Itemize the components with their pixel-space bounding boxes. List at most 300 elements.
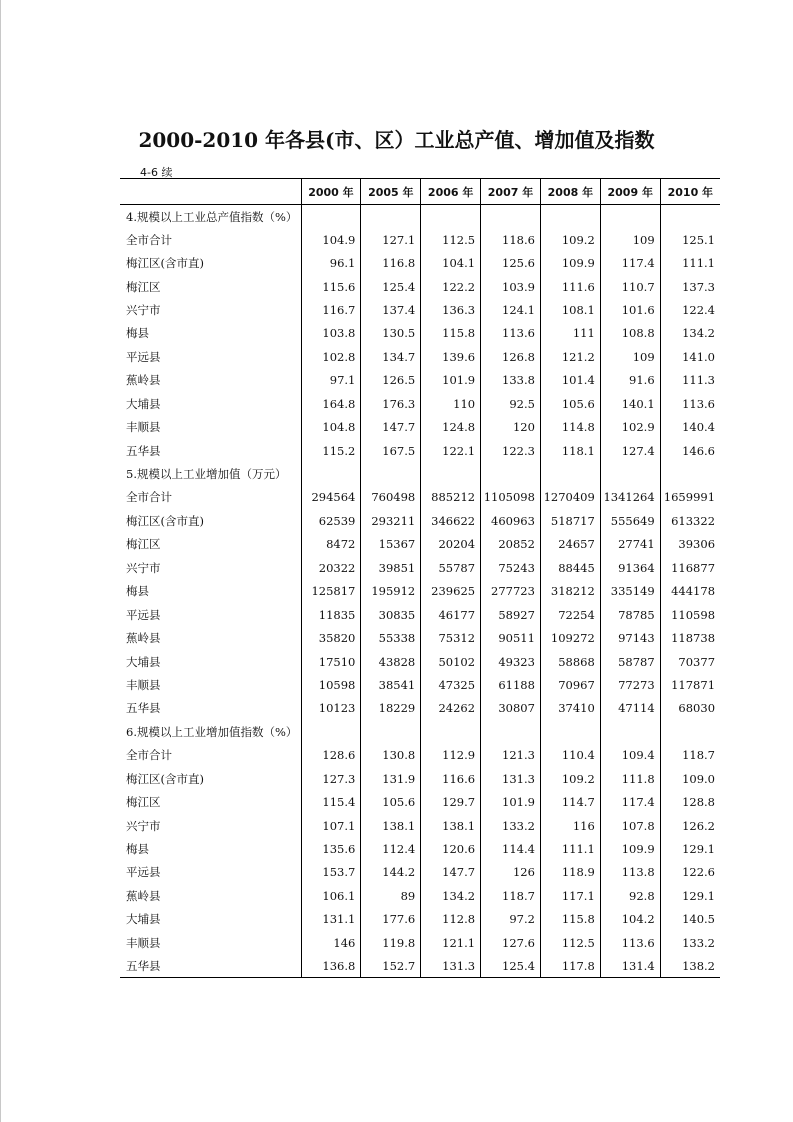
value-cell: 107.8 <box>600 814 660 837</box>
empty-cell <box>600 720 660 743</box>
value-cell: 112.5 <box>540 931 600 954</box>
value-cell: 134.2 <box>421 884 481 907</box>
value-cell: 102.9 <box>600 415 660 438</box>
value-cell: 110.4 <box>540 744 600 767</box>
value-cell: 104.9 <box>301 228 361 251</box>
value-cell: 90511 <box>481 626 541 649</box>
value-cell: 120 <box>481 415 541 438</box>
value-cell: 131.3 <box>481 767 541 790</box>
value-cell: 58868 <box>540 650 600 673</box>
empty-cell <box>540 205 600 228</box>
value-cell: 120.6 <box>421 837 481 860</box>
value-cell: 116877 <box>660 556 720 579</box>
value-cell: 30807 <box>481 697 541 720</box>
value-cell: 115.2 <box>301 439 361 462</box>
table-row <box>120 603 720 626</box>
value-cell: 147.7 <box>421 861 481 884</box>
header-year: 2007 年 <box>481 179 541 205</box>
row-label: 梅江区(含市直) <box>126 771 204 786</box>
value-cell: 136.3 <box>421 298 481 321</box>
value-cell: 293211 <box>361 509 421 532</box>
row-label: 丰顺县 <box>126 935 161 950</box>
row-label: 丰顺县 <box>126 420 161 435</box>
value-cell: 109.2 <box>540 228 600 251</box>
table-row <box>120 884 720 907</box>
value-cell: 125.4 <box>361 275 421 298</box>
value-cell: 113.6 <box>660 392 720 415</box>
row-label: 五华县 <box>126 701 161 716</box>
table-row <box>120 322 720 345</box>
value-cell: 104.2 <box>600 908 660 931</box>
value-cell: 20852 <box>481 533 541 556</box>
value-cell: 176.3 <box>361 392 421 415</box>
value-cell: 346622 <box>421 509 481 532</box>
table-row <box>120 415 720 438</box>
value-cell: 126.5 <box>361 369 421 392</box>
value-cell: 47114 <box>600 697 660 720</box>
row-label: 五华县 <box>120 955 301 978</box>
value-cell: 125.1 <box>660 228 720 251</box>
value-cell: 24657 <box>540 533 600 556</box>
table-row <box>120 392 720 415</box>
empty-cell <box>421 462 481 485</box>
section-heading-row <box>120 462 720 485</box>
value-cell: 70967 <box>540 673 600 696</box>
value-cell: 109272 <box>540 626 600 649</box>
value-cell: 133.8 <box>481 369 541 392</box>
value-cell: 17510 <box>301 650 361 673</box>
value-cell: 10123 <box>301 697 361 720</box>
value-cell: 117871 <box>660 673 720 696</box>
value-cell: 58927 <box>481 603 541 626</box>
value-cell: 92.5 <box>481 392 541 415</box>
value-cell: 18229 <box>361 697 421 720</box>
value-cell: 37410 <box>540 697 600 720</box>
value-cell: 134.7 <box>361 345 421 368</box>
value-cell: 107.1 <box>301 814 361 837</box>
value-cell: 46177 <box>421 603 481 626</box>
value-cell: 137.4 <box>361 298 421 321</box>
empty-cell <box>361 205 421 228</box>
table-row <box>120 556 720 579</box>
value-cell: 27741 <box>600 533 660 556</box>
section-heading: 6.规模以上工业增加值指数（%） <box>126 724 298 739</box>
value-cell: 131.4 <box>600 955 660 978</box>
row-label: 五华县 <box>126 443 161 458</box>
value-cell: 78785 <box>600 603 660 626</box>
table-row <box>120 228 720 251</box>
value-cell: 77273 <box>600 673 660 696</box>
value-cell: 518717 <box>540 509 600 532</box>
row-label: 平远县 <box>126 865 161 880</box>
row-label: 丰顺县 <box>126 677 161 692</box>
value-cell: 127.4 <box>600 439 660 462</box>
header-year: 2009 年 <box>600 179 660 205</box>
table-row <box>120 767 720 790</box>
table-row <box>120 861 720 884</box>
table-row <box>120 697 720 720</box>
value-cell: 62539 <box>301 509 361 532</box>
value-cell: 122.1 <box>421 439 481 462</box>
value-cell: 118.9 <box>540 861 600 884</box>
value-cell: 164.8 <box>301 392 361 415</box>
value-cell: 135.6 <box>301 837 361 860</box>
value-cell: 116.8 <box>361 251 421 274</box>
value-cell: 460963 <box>481 509 541 532</box>
table-number: 4-6 续 <box>140 166 173 179</box>
value-cell: 109.4 <box>600 744 660 767</box>
row-label: 全市合计 <box>126 232 172 247</box>
statistics-table <box>120 178 720 978</box>
table-row <box>120 275 720 298</box>
value-cell: 146 <box>301 931 361 954</box>
table-row <box>120 298 720 321</box>
empty-cell <box>540 720 600 743</box>
value-cell: 104.1 <box>421 251 481 274</box>
value-cell: 127.1 <box>361 228 421 251</box>
value-cell: 139.6 <box>421 345 481 368</box>
value-cell: 885212 <box>421 486 481 509</box>
page-edge <box>0 0 1 1122</box>
row-label: 大埔县 <box>126 396 161 411</box>
value-cell: 118.6 <box>481 228 541 251</box>
value-cell: 131.1 <box>301 908 361 931</box>
value-cell: 115.4 <box>301 790 361 813</box>
value-cell: 116 <box>540 814 600 837</box>
value-cell: 124.8 <box>421 415 481 438</box>
value-cell: 144.2 <box>361 861 421 884</box>
value-cell: 318212 <box>540 580 600 603</box>
table-row <box>120 814 720 837</box>
page-title: 2000-2010 年各县(市、区）工业总产值、增加值及指数 <box>138 128 655 152</box>
value-cell: 277723 <box>481 580 541 603</box>
value-cell: 117.8 <box>540 955 600 978</box>
value-cell: 1270409 <box>540 486 600 509</box>
value-cell: 38541 <box>361 673 421 696</box>
value-cell: 117.4 <box>600 251 660 274</box>
value-cell: 108.1 <box>540 298 600 321</box>
value-cell: 137.3 <box>660 275 720 298</box>
value-cell: 167.5 <box>361 439 421 462</box>
value-cell: 49323 <box>481 650 541 673</box>
value-cell: 75243 <box>481 556 541 579</box>
section-heading: 4.规模以上工业总产值指数（%） <box>126 210 298 225</box>
empty-cell <box>361 462 421 485</box>
value-cell: 140.1 <box>600 392 660 415</box>
row-label: 大埔县 <box>126 654 161 669</box>
value-cell: 294564 <box>301 486 361 509</box>
value-cell: 112.9 <box>421 744 481 767</box>
value-cell: 109.2 <box>540 767 600 790</box>
value-cell: 101.6 <box>600 298 660 321</box>
empty-cell <box>361 720 421 743</box>
value-cell: 103.8 <box>301 322 361 345</box>
value-cell: 55338 <box>361 626 421 649</box>
header-row <box>120 179 720 205</box>
value-cell: 109 <box>600 345 660 368</box>
value-cell: 153.7 <box>301 861 361 884</box>
section-heading: 5.规模以上工业增加值（万元） <box>126 467 287 482</box>
value-cell: 30835 <box>361 603 421 626</box>
value-cell: 11835 <box>301 603 361 626</box>
row-label: 梅江区 <box>126 795 161 810</box>
table-row <box>120 369 720 392</box>
value-cell: 20204 <box>421 533 481 556</box>
empty-cell <box>660 720 720 743</box>
table-row <box>120 931 720 954</box>
value-cell: 130.8 <box>361 744 421 767</box>
value-cell: 1341264 <box>600 486 660 509</box>
table-row <box>120 580 720 603</box>
row-label: 平远县 <box>126 607 161 622</box>
value-cell: 101.9 <box>421 369 481 392</box>
value-cell: 15367 <box>361 533 421 556</box>
value-cell: 61188 <box>481 673 541 696</box>
value-cell: 125817 <box>301 580 361 603</box>
value-cell: 97.1 <box>301 369 361 392</box>
empty-cell <box>481 720 541 743</box>
value-cell: 1105098 <box>481 486 541 509</box>
value-cell: 58787 <box>600 650 660 673</box>
row-label: 兴宁市 <box>126 560 161 575</box>
value-cell: 133.2 <box>660 931 720 954</box>
header-year: 2006 年 <box>421 179 481 205</box>
value-cell: 115.6 <box>301 275 361 298</box>
section-heading-row <box>120 720 720 743</box>
value-cell: 102.8 <box>301 345 361 368</box>
table-row <box>120 650 720 673</box>
value-cell: 134.2 <box>660 322 720 345</box>
value-cell: 152.7 <box>361 955 421 978</box>
value-cell: 115.8 <box>421 322 481 345</box>
value-cell: 335149 <box>600 580 660 603</box>
row-label: 兴宁市 <box>126 818 161 833</box>
value-cell: 116.7 <box>301 298 361 321</box>
empty-cell <box>421 205 481 228</box>
row-label: 梅江区(含市直) <box>126 513 204 528</box>
value-cell: 110598 <box>660 603 720 626</box>
value-cell: 127.6 <box>481 931 541 954</box>
value-cell: 75312 <box>421 626 481 649</box>
empty-cell <box>301 720 361 743</box>
value-cell: 113.6 <box>481 322 541 345</box>
value-cell: 128.8 <box>660 790 720 813</box>
value-cell: 8472 <box>301 533 361 556</box>
row-label: 平远县 <box>126 349 161 364</box>
header-year: 2010 年 <box>660 179 720 205</box>
value-cell: 109.9 <box>600 837 660 860</box>
value-cell: 35820 <box>301 626 361 649</box>
value-cell: 140.4 <box>660 415 720 438</box>
row-label: 大埔县 <box>126 912 161 927</box>
row-label: 梅县 <box>126 842 149 857</box>
value-cell: 121.2 <box>540 345 600 368</box>
value-cell: 122.2 <box>421 275 481 298</box>
value-cell: 131.9 <box>361 767 421 790</box>
value-cell: 55787 <box>421 556 481 579</box>
empty-cell <box>421 720 481 743</box>
empty-cell <box>481 462 541 485</box>
row-label: 梅江区 <box>126 537 161 552</box>
row-label: 全市合计 <box>126 490 172 505</box>
value-cell: 109.0 <box>660 767 720 790</box>
value-cell: 122.6 <box>660 861 720 884</box>
table-row <box>120 837 720 860</box>
table-row <box>120 790 720 813</box>
table-row <box>120 908 720 931</box>
value-cell: 104.8 <box>301 415 361 438</box>
value-cell: 147.7 <box>361 415 421 438</box>
value-cell: 129.7 <box>421 790 481 813</box>
table-row <box>120 626 720 649</box>
empty-cell <box>660 205 720 228</box>
value-cell: 177.6 <box>361 908 421 931</box>
value-cell: 110.7 <box>600 275 660 298</box>
value-cell: 127.3 <box>301 767 361 790</box>
value-cell: 444178 <box>660 580 720 603</box>
value-cell: 91.6 <box>600 369 660 392</box>
value-cell: 125.4 <box>481 955 541 978</box>
value-cell: 10598 <box>301 673 361 696</box>
value-cell: 117.1 <box>540 884 600 907</box>
value-cell: 114.7 <box>540 790 600 813</box>
row-label: 梅县 <box>126 584 149 599</box>
header-year: 2000 年 <box>301 179 361 205</box>
value-cell: 118738 <box>660 626 720 649</box>
value-cell: 146.6 <box>660 439 720 462</box>
value-cell: 70377 <box>660 650 720 673</box>
value-cell: 114.8 <box>540 415 600 438</box>
row-label: 全市合计 <box>126 748 172 763</box>
value-cell: 20322 <box>301 556 361 579</box>
row-label: 蕉岭县 <box>126 373 161 388</box>
table-row <box>120 345 720 368</box>
empty-cell <box>540 462 600 485</box>
value-cell: 112.4 <box>361 837 421 860</box>
value-cell: 103.9 <box>481 275 541 298</box>
value-cell: 113.8 <box>600 861 660 884</box>
table-row <box>120 509 720 532</box>
value-cell: 111.8 <box>600 767 660 790</box>
empty-cell <box>481 205 541 228</box>
table-row <box>120 744 720 767</box>
value-cell: 96.1 <box>301 251 361 274</box>
value-cell: 72254 <box>540 603 600 626</box>
value-cell: 760498 <box>361 486 421 509</box>
value-cell: 129.1 <box>660 837 720 860</box>
value-cell: 88445 <box>540 556 600 579</box>
empty-cell <box>600 205 660 228</box>
value-cell: 117.4 <box>600 790 660 813</box>
table-row <box>120 673 720 696</box>
header-year: 2008 年 <box>540 179 600 205</box>
value-cell: 39851 <box>361 556 421 579</box>
value-cell: 105.6 <box>361 790 421 813</box>
value-cell: 118.7 <box>660 744 720 767</box>
value-cell: 141.0 <box>660 345 720 368</box>
value-cell: 124.1 <box>481 298 541 321</box>
row-label: 梅江区(含市直) <box>126 256 204 271</box>
value-cell: 68030 <box>660 697 720 720</box>
value-cell: 128.6 <box>301 744 361 767</box>
value-cell: 101.4 <box>540 369 600 392</box>
value-cell: 121.3 <box>481 744 541 767</box>
value-cell: 122.4 <box>660 298 720 321</box>
value-cell: 136.8 <box>301 955 361 978</box>
value-cell: 111 <box>540 322 600 345</box>
value-cell: 111.1 <box>660 251 720 274</box>
value-cell: 111.6 <box>540 275 600 298</box>
value-cell: 131.3 <box>421 955 481 978</box>
table-row <box>120 955 720 978</box>
value-cell: 239625 <box>421 580 481 603</box>
value-cell: 24262 <box>421 697 481 720</box>
header-blank <box>120 179 301 205</box>
value-cell: 108.8 <box>600 322 660 345</box>
value-cell: 118.7 <box>481 884 541 907</box>
table-row <box>120 533 720 556</box>
value-cell: 97.2 <box>481 908 541 931</box>
empty-cell <box>660 462 720 485</box>
value-cell: 114.4 <box>481 837 541 860</box>
value-cell: 1659991 <box>660 486 720 509</box>
value-cell: 50102 <box>421 650 481 673</box>
value-cell: 101.9 <box>481 790 541 813</box>
value-cell: 113.6 <box>600 931 660 954</box>
empty-cell <box>301 205 361 228</box>
value-cell: 140.5 <box>660 908 720 931</box>
value-cell: 138.2 <box>660 955 720 978</box>
table-row <box>120 486 720 509</box>
value-cell: 111.3 <box>660 369 720 392</box>
value-cell: 39306 <box>660 533 720 556</box>
value-cell: 121.1 <box>421 931 481 954</box>
value-cell: 138.1 <box>421 814 481 837</box>
value-cell: 116.6 <box>421 767 481 790</box>
value-cell: 43828 <box>361 650 421 673</box>
value-cell: 125.6 <box>481 251 541 274</box>
value-cell: 112.8 <box>421 908 481 931</box>
header-year: 2005 年 <box>361 179 421 205</box>
value-cell: 129.1 <box>660 884 720 907</box>
value-cell: 119.8 <box>361 931 421 954</box>
value-cell: 126 <box>481 861 541 884</box>
value-cell: 133.2 <box>481 814 541 837</box>
value-cell: 122.3 <box>481 439 541 462</box>
value-cell: 115.8 <box>540 908 600 931</box>
value-cell: 138.1 <box>361 814 421 837</box>
value-cell: 105.6 <box>540 392 600 415</box>
value-cell: 130.5 <box>361 322 421 345</box>
value-cell: 613322 <box>660 509 720 532</box>
row-label: 蕉岭县 <box>126 631 161 646</box>
value-cell: 89 <box>361 884 421 907</box>
row-label: 梅县 <box>126 326 149 341</box>
value-cell: 47325 <box>421 673 481 696</box>
empty-cell <box>301 462 361 485</box>
table-row <box>120 439 720 462</box>
section-heading-row <box>120 205 720 228</box>
value-cell: 97143 <box>600 626 660 649</box>
table-row <box>120 251 720 274</box>
empty-cell <box>600 462 660 485</box>
value-cell: 126.8 <box>481 345 541 368</box>
value-cell: 112.5 <box>421 228 481 251</box>
row-label: 兴宁市 <box>126 302 161 317</box>
value-cell: 109.9 <box>540 251 600 274</box>
value-cell: 92.8 <box>600 884 660 907</box>
value-cell: 110 <box>421 392 481 415</box>
